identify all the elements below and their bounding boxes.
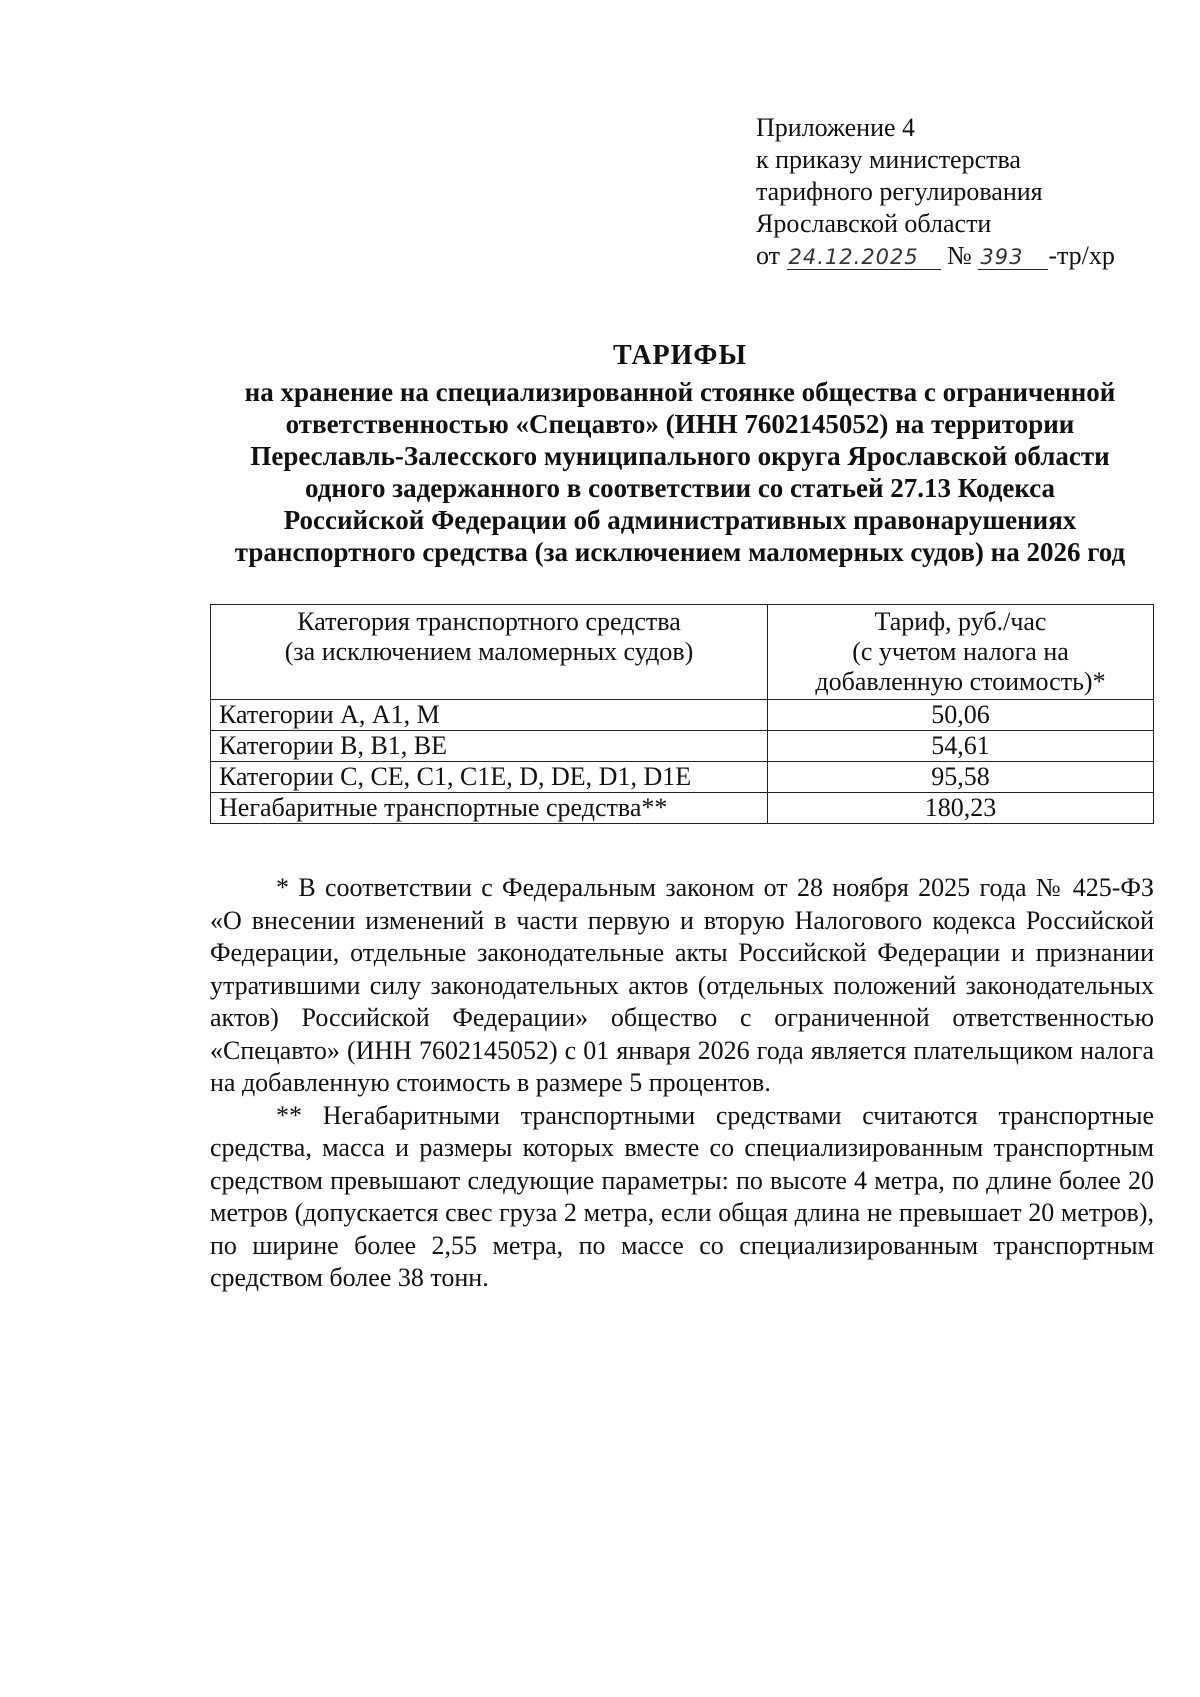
table-row [211, 762, 1154, 793]
row-tariff: 95,58 [768, 762, 1154, 793]
row-tariff: 180,23 [768, 793, 1154, 824]
table-row [211, 731, 1154, 762]
header-tariff-line-3: добавленную стоимость)* [815, 667, 1106, 696]
header-tariff-line-1: Тариф, руб./час [874, 607, 1047, 636]
title-line-5: Российской Федерации об административных правонарушениях [283, 505, 1077, 535]
order-date-handwritten: 24.12.2025 [787, 245, 941, 270]
order-prefix: от [756, 241, 781, 270]
row-tariff: 54,61 [768, 731, 1154, 762]
title-line-1: на хранение на специализированной стоянке общества с ограниченной [244, 377, 1116, 407]
table-row [211, 793, 1154, 824]
row-category: Категории С, СЕ, С1, С1Е, D, DE, D1, D1E [211, 762, 768, 793]
appendix-order-ref [756, 240, 1115, 272]
row-category: Категории В, В1, ВЕ [211, 731, 768, 762]
row-category: Негабаритные транспортные средства** [211, 793, 768, 824]
footnote-oversized: ** Негабаритными транспортными средствами считаются транспортные средства, масса и размеры которых вместе со специализированным транспортным средством превышают следующие параметры: по высоте 4 метра, по длине более 20 метров (допускается свес груза 2 метра, если общая длина не превышает 20 метров), по ширине более 2,55 метра, по массе со специализированным транспортным средством более 38 тонн. [210, 1100, 1154, 1292]
appendix-line-order: к приказу министерства [756, 145, 1021, 174]
appendix-line-region: Ярославской области [756, 209, 992, 238]
order-number-handwritten: 393 [978, 245, 1048, 270]
title-main: ТАРИФЫ [613, 340, 747, 371]
appendix-line-ministry: тарифного регулирования [756, 177, 1043, 206]
document-title [200, 340, 1160, 568]
title-line-3: Переславль-Залесского муниципального округа Ярославской области [250, 441, 1110, 471]
row-category: Категории А, А1, М [211, 700, 768, 731]
appendix-header [756, 112, 1115, 272]
header-category-line-2: (за исключением маломерных судов) [284, 637, 694, 666]
table-row [211, 700, 1154, 731]
order-suffix: -тр/хр [1048, 241, 1115, 270]
appendix-title: Приложение 4 [756, 113, 916, 142]
title-line-6: транспортного средства (за исключением маломерных судов) на 2026 год [234, 537, 1126, 567]
header-category [211, 605, 768, 700]
footnote-vat: * В соответствии с Федеральным законом от 28 ноября 2025 года № 425-ФЗ «О внесении изменений в части первую и вторую Налогового кодекса Российской Федерации, отдельные законодательные акты Российской Федерации и признании утратившими силу законодательных актов (отдельных положений законодательных актов) Российской Федерации» общество с ограниченной ответственностью «Спецавто» (ИНН 7602145052) с 01 января 2026 года является плательщиком налога на добавленную стоимость в размере 5 процентов. [210, 873, 1154, 1097]
header-tariff [768, 605, 1154, 700]
header-category-line-1: Категория транспортного средства [297, 607, 681, 636]
order-number-label: № [947, 241, 972, 270]
table-header-row [211, 605, 1154, 700]
header-tariff-line-2: (с учетом налога на [852, 637, 1069, 666]
footnotes [210, 872, 1154, 1295]
title-line-2: ответственностью «Спецавто» (ИНН 7602145052) на территории [285, 409, 1075, 439]
row-tariff: 50,06 [768, 700, 1154, 731]
title-line-4: одного задержанного в соответствии со статьей 27.13 Кодекса [304, 473, 1056, 503]
tariff-table [210, 604, 1154, 824]
